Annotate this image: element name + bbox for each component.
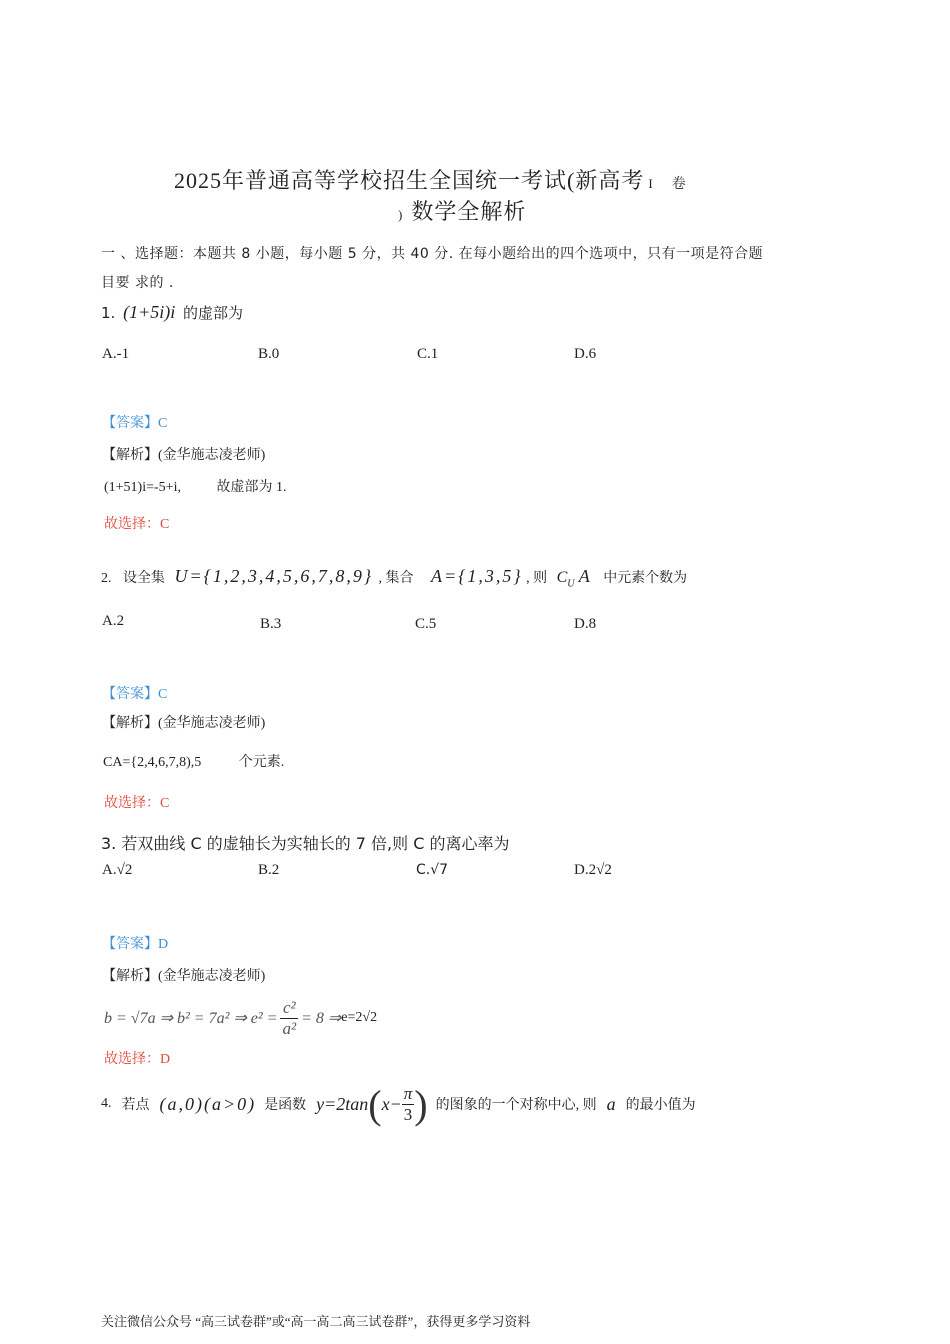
q1-option-a: A.-1 — [102, 346, 130, 362]
q1-option-d: D.6 — [574, 346, 597, 362]
q2-complement-a: A — [578, 566, 590, 586]
question-2 — [101, 566, 687, 590]
q3-result: e=2√2 — [341, 1010, 378, 1025]
q3-formula — [104, 995, 377, 1041]
q2-set-u: U={1,2,3,4,5,6,7,8,9} — [174, 566, 374, 586]
q2-option-d: D.8 — [574, 616, 597, 632]
q4-func-left: y=2tan — [316, 1093, 369, 1114]
q3-selection: 故选择：D — [104, 1052, 171, 1067]
q2-option-c: C.5 — [415, 616, 437, 632]
question-4 — [101, 1078, 696, 1130]
question-1 — [101, 302, 243, 323]
q2-selection: 故选择：C — [104, 796, 170, 811]
document-title-line1 — [174, 164, 687, 195]
q2-number: 2. — [101, 571, 112, 586]
q3-answer — [102, 933, 168, 953]
q1-answer — [102, 412, 167, 432]
q3-option-b: B.2 — [258, 862, 280, 878]
q2-then: , 则 — [526, 571, 548, 586]
q4-number: 4. — [101, 1096, 112, 1111]
q3-option-c: C.√7 — [416, 862, 449, 878]
section-heading-line1: 一 、选择题：本题共 8 小题，每小题 5 分，共 40 分. 在每小题给出的四个选项中，只有一项是符合题 — [101, 246, 764, 262]
q1-number: 1. — [101, 304, 116, 322]
q2-answer — [102, 683, 167, 703]
q3-fraction — [280, 998, 298, 1039]
q2-complement-sub: U — [567, 578, 575, 590]
q3-option-d: D.2√2 — [574, 862, 612, 878]
q3-formula-end: = 8 ⇒ — [301, 1010, 342, 1027]
q3-answer-value: D — [158, 937, 169, 952]
title-paren: ) — [398, 207, 404, 222]
q4-suffix: 的图象的一个对称中心, 则 — [435, 1098, 597, 1113]
q1-text: 的虚部为 — [183, 304, 244, 322]
question-3: 3. 若双曲线 C 的虚轴长为实轴长的 7 倍,则 C 的离心率为 — [101, 834, 510, 853]
title-end: 卷 — [671, 177, 687, 192]
q4-fraction — [402, 1084, 415, 1125]
q4-prefix: 若点 — [121, 1098, 150, 1113]
title-text-2: 数学全解析 — [411, 199, 527, 224]
q4-left-paren: ( — [368, 1081, 382, 1127]
q1-option-b: B.0 — [258, 346, 280, 362]
q4-end: 的最小值为 — [625, 1098, 696, 1113]
q2-work — [103, 751, 284, 771]
q4-right-paren: ) — [414, 1081, 428, 1127]
q3-analysis: 【解析】(金华施志凌老师) — [102, 969, 266, 984]
q3-fraction-num: c² — [280, 998, 298, 1019]
q2-option-b: B.3 — [260, 616, 282, 632]
q4-func-x: x− — [381, 1093, 402, 1114]
q2-prefix: 设全集 — [123, 571, 165, 586]
q2-analysis: 【解析】(金华施志凌老师) — [102, 716, 266, 731]
q2-work-expr: CA={2,4,6,7,8),5 — [103, 755, 202, 770]
q2-mid: , 集合 — [378, 571, 414, 586]
document-title-line2 — [398, 195, 526, 226]
q1-option-c: C.1 — [417, 346, 439, 362]
q1-answer-label: 【答案】 — [102, 416, 158, 431]
q4-function — [316, 1081, 427, 1128]
title-text: 2025年普通高等学校招生全国统一考试(新高考 — [174, 168, 645, 193]
q1-expression: (1+5i)i — [123, 302, 176, 322]
q1-answer-value: C — [158, 416, 168, 431]
footer-note: 关注微信公众号 “高三试卷群”或“高一高二高三试卷群”，获得更多学习资料 — [101, 1314, 531, 1329]
q2-answer-value: C — [158, 687, 168, 702]
title-roman: I — [648, 176, 654, 191]
q2-answer-label: 【答案】 — [102, 687, 158, 702]
q2-set-a: A={1,3,5} — [431, 566, 523, 586]
q4-var: a — [606, 1093, 616, 1114]
q3-formula-chain: b = √7a ⇒ b² = 7a² ⇒ e² = — [104, 1010, 278, 1027]
q4-fraction-den: 3 — [403, 1104, 413, 1124]
q2-complement — [556, 566, 590, 590]
q2-option-a: A.2 — [102, 613, 125, 629]
q4-fraction-num: π — [403, 1083, 413, 1103]
q1-analysis: 【解析】(金华施志凌老师) — [102, 448, 266, 463]
section-heading-line2: 目要 求的 . — [101, 275, 174, 291]
q1-selection: 故选择：C — [104, 517, 170, 532]
q3-answer-label: 【答案】 — [102, 937, 158, 952]
q3-option-a: A.√2 — [102, 862, 133, 878]
q3-fraction-den: a² — [282, 1018, 297, 1038]
q1-work — [104, 476, 286, 496]
q1-work-conclusion: 故虚部为 1. — [216, 480, 287, 495]
q2-complement-c: C — [556, 569, 568, 586]
q2-work-conclusion: 个元素. — [238, 755, 285, 770]
q2-suffix: 中元素个数为 — [603, 571, 688, 586]
q1-work-expr: (1+51)i=-5+i, — [104, 480, 181, 495]
q4-point: (a,0)(a>0) — [159, 1093, 257, 1114]
q4-mid: 是函数 — [264, 1098, 307, 1113]
